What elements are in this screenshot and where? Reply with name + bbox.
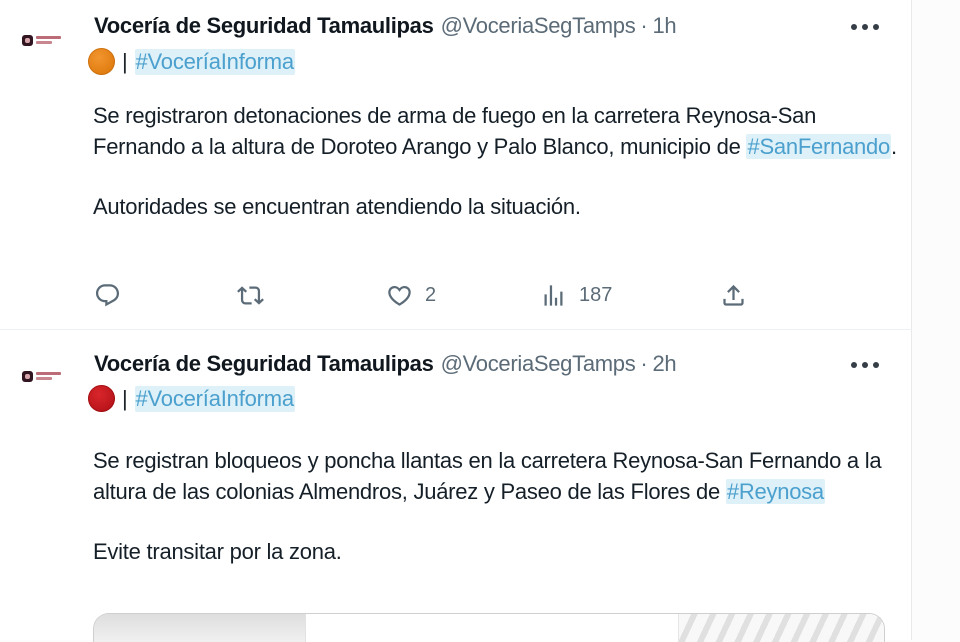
timestamp[interactable]: 1h bbox=[652, 13, 677, 38]
tweet-1 bbox=[0, 0, 912, 329]
display-name[interactable]: Vocería de Seguridad Tamaulipas bbox=[94, 351, 434, 376]
meta-separator: · bbox=[640, 13, 648, 38]
pipe-separator: | bbox=[122, 385, 128, 411]
voceria-logo-mark-icon bbox=[22, 371, 33, 382]
hashtag-sanfernando[interactable]: #SanFernando bbox=[747, 133, 891, 159]
pipe-separator: | bbox=[122, 48, 128, 74]
media-segment-right bbox=[678, 614, 884, 642]
red-circle-emoji bbox=[88, 385, 115, 412]
views-button[interactable] bbox=[540, 276, 612, 314]
like-count: 2 bbox=[425, 283, 437, 306]
hashtag-voceriainforma[interactable]: #VoceríaInforma bbox=[135, 385, 294, 411]
voceria-logo bbox=[22, 371, 61, 382]
tweet-paragraph: Autoridades se encuentran atendiendo la situación. bbox=[93, 194, 581, 219]
timestamp[interactable]: 2h bbox=[652, 351, 677, 376]
heart-icon bbox=[386, 282, 413, 309]
analytics-bars-icon bbox=[540, 282, 567, 309]
tweet-paragraph: Se registran bloqueos y poncha llantas en la carretera Reynosa-San Fernando a la altura de las colonias Almendros, Juárez y Paseo de las Flores de #Reynosa bbox=[93, 448, 882, 504]
tweet-paragraph: Evite transitar por la zona. bbox=[93, 539, 342, 564]
tweet-paragraph: Se registraron detonaciones de arma de fuego en la carretera Reynosa-San Fernando a la altura de Doroteo Arango y Palo Blanco, municipio de #SanFernando. bbox=[93, 103, 897, 159]
more-button[interactable] bbox=[845, 16, 885, 38]
more-button[interactable] bbox=[845, 354, 885, 376]
meta-separator: · bbox=[640, 351, 648, 376]
tweet-2 bbox=[0, 330, 912, 640]
avatar[interactable] bbox=[14, 10, 72, 68]
voceria-logo bbox=[22, 35, 61, 46]
view-count: 187 bbox=[579, 283, 613, 306]
reply-icon bbox=[94, 282, 121, 309]
voceria-logo-text bbox=[36, 371, 61, 380]
media-segment-left bbox=[94, 614, 306, 642]
tweet-tagline bbox=[88, 48, 295, 75]
orange-circle-emoji bbox=[88, 48, 115, 75]
share-icon bbox=[720, 282, 747, 309]
retweet-icon bbox=[237, 282, 264, 309]
tweet-header bbox=[94, 351, 681, 377]
tweet-header bbox=[94, 13, 681, 39]
share-button[interactable] bbox=[720, 276, 747, 314]
reply-button[interactable] bbox=[94, 276, 121, 314]
tweet-body bbox=[93, 101, 909, 223]
tweet-action-bar bbox=[0, 276, 912, 314]
tweet-tagline bbox=[88, 385, 295, 412]
voceria-logo-mark-icon bbox=[22, 35, 33, 46]
like-button[interactable] bbox=[386, 276, 436, 314]
user-handle[interactable]: @VoceriaSegTamps bbox=[440, 351, 636, 376]
media-segment-middle bbox=[306, 614, 678, 642]
hashtag-reynosa[interactable]: #Reynosa bbox=[726, 478, 824, 504]
hashtag-voceriainforma[interactable]: #VoceríaInforma bbox=[135, 48, 294, 74]
user-handle[interactable]: @VoceriaSegTamps bbox=[440, 13, 636, 38]
display-name[interactable]: Vocería de Seguridad Tamaulipas bbox=[94, 13, 434, 38]
tweet-media-preview[interactable] bbox=[93, 613, 885, 642]
more-icon bbox=[851, 362, 857, 368]
avatar[interactable] bbox=[14, 346, 72, 404]
after-hashtag-text: . bbox=[891, 133, 897, 159]
tweet-body bbox=[93, 446, 909, 568]
voceria-logo-text bbox=[36, 35, 61, 44]
retweet-button[interactable] bbox=[237, 276, 264, 314]
more-icon bbox=[851, 24, 857, 30]
